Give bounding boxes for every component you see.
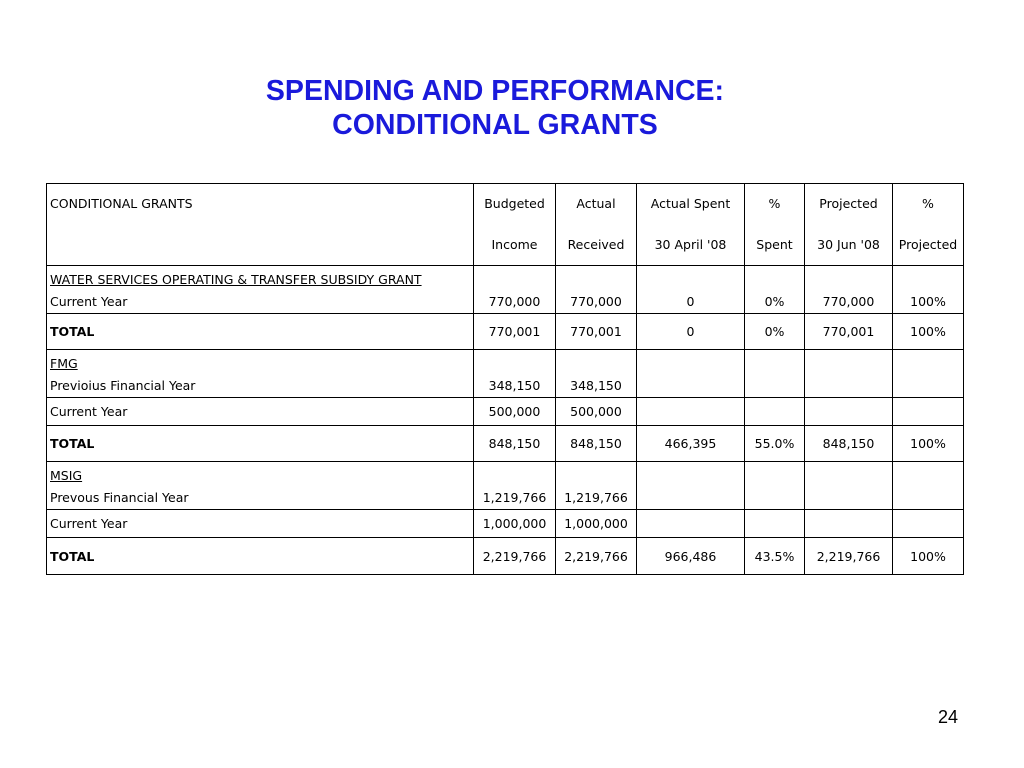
cell-projected [805, 510, 893, 538]
total-projected: 770,001 [805, 314, 893, 350]
total-percent-projected: 100% [893, 314, 964, 350]
header-received: Received [556, 224, 637, 266]
header-30-jun: 30 Jun '08 [805, 224, 893, 266]
cell-projected [805, 490, 893, 510]
cell-percent-projected [893, 378, 964, 398]
total-row [47, 538, 964, 575]
cell-budgeted: 1,000,000 [474, 510, 556, 538]
header-row-top [47, 184, 964, 224]
total-projected: 848,150 [805, 426, 893, 462]
section-title-water-services: WATER SERVICES OPERATING & TRANSFER SUBSIDY GRANT [47, 266, 474, 294]
section-title-row [47, 462, 964, 490]
header-row-bottom [47, 224, 964, 266]
section-title-msig: MSIG [47, 462, 474, 490]
total-percent-spent: 55.0% [745, 426, 805, 462]
total-percent-spent: 43.5% [745, 538, 805, 575]
cell-actual: 1,000,000 [556, 510, 637, 538]
cell-percent-projected: 100% [893, 294, 964, 314]
section-title-row [47, 266, 964, 294]
row-label: Current Year [47, 294, 474, 314]
row-label: Previoius Financial Year [47, 378, 474, 398]
total-percent-projected: 100% [893, 426, 964, 462]
row-label: Current Year [47, 510, 474, 538]
table-row [47, 510, 964, 538]
total-row [47, 314, 964, 350]
header-percent-spent: % [745, 184, 805, 224]
cell-percent-spent [745, 378, 805, 398]
cell-budgeted: 348,150 [474, 378, 556, 398]
cell-actual-spent [637, 378, 745, 398]
header-income: Income [474, 224, 556, 266]
page-number: 24 [938, 707, 959, 727]
header-actual-spent: Actual Spent [637, 184, 745, 224]
cell-actual: 500,000 [556, 398, 637, 426]
header-actual: Actual [556, 184, 637, 224]
header-budgeted: Budgeted [474, 184, 556, 224]
total-row [47, 426, 964, 462]
total-actual: 848,150 [556, 426, 637, 462]
total-budgeted: 2,219,766 [474, 538, 556, 575]
header-blank [47, 224, 474, 266]
total-actual: 770,001 [556, 314, 637, 350]
slide-title [0, 74, 990, 142]
header-percent-projected: % [893, 184, 964, 224]
cell-actual: 770,000 [556, 294, 637, 314]
cell-projected: 770,000 [805, 294, 893, 314]
grants-table [46, 183, 964, 575]
header-conditional-grants: CONDITIONAL GRANTS [47, 184, 474, 224]
total-percent-spent: 0% [745, 314, 805, 350]
cell-percent-spent: 0% [745, 294, 805, 314]
cell-actual-spent: 0 [637, 294, 745, 314]
total-percent-projected: 100% [893, 538, 964, 575]
total-label: TOTAL [47, 314, 474, 350]
cell-actual: 1,219,766 [556, 490, 637, 510]
cell-actual-spent [637, 510, 745, 538]
row-label: Current Year [47, 398, 474, 426]
cell-budgeted: 770,000 [474, 294, 556, 314]
slide-title-line-1: SPENDING AND PERFORMANCE: [265, 75, 725, 107]
cell-percent-spent [745, 490, 805, 510]
cell-actual: 348,150 [556, 378, 637, 398]
header-projected: Projected [805, 184, 893, 224]
header-30-april: 30 April '08 [637, 224, 745, 266]
table-row [47, 398, 964, 426]
cell-budgeted: 500,000 [474, 398, 556, 426]
section-title-row [47, 350, 964, 378]
cell-percent-spent [745, 398, 805, 426]
cell-percent-projected [893, 510, 964, 538]
total-label: TOTAL [47, 538, 474, 575]
total-actual: 2,219,766 [556, 538, 637, 575]
header-spent: Spent [745, 224, 805, 266]
row-label: Prevous Financial Year [47, 490, 474, 510]
total-actual-spent: 966,486 [637, 538, 745, 575]
cell-actual-spent [637, 490, 745, 510]
total-budgeted: 770,001 [474, 314, 556, 350]
table-row [47, 490, 964, 510]
total-projected: 2,219,766 [805, 538, 893, 575]
table-row [47, 294, 964, 314]
cell-budgeted: 1,219,766 [474, 490, 556, 510]
table-row [47, 378, 964, 398]
cell-percent-projected [893, 398, 964, 426]
total-budgeted: 848,150 [474, 426, 556, 462]
cell-actual-spent [637, 398, 745, 426]
total-actual-spent: 0 [637, 314, 745, 350]
cell-percent-spent [745, 510, 805, 538]
section-title-fmg: FMG [47, 350, 474, 378]
cell-percent-projected [893, 490, 964, 510]
header-projected-2: Projected [893, 224, 964, 266]
total-actual-spent: 466,395 [637, 426, 745, 462]
slide-title-line-2: CONDITIONAL GRANTS [332, 109, 658, 141]
cell-projected [805, 398, 893, 426]
cell-projected [805, 378, 893, 398]
total-label: TOTAL [47, 426, 474, 462]
